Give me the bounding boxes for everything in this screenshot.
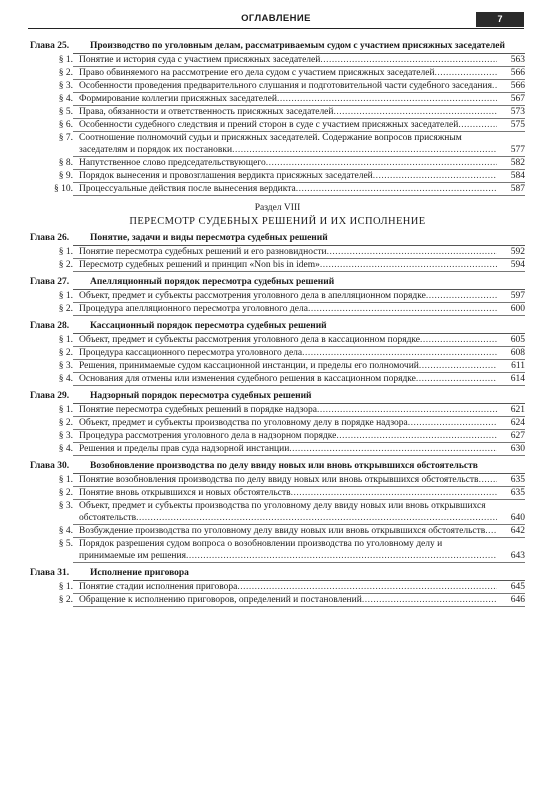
section-text-box	[73, 487, 525, 499]
section-page: 642	[497, 525, 525, 537]
section-text-box	[73, 259, 525, 271]
chapter-title: Кассационный порядок пересмотра судебных решений	[90, 321, 327, 331]
section-page: 643	[497, 550, 525, 562]
toc-entry[interactable]	[30, 417, 525, 429]
section-number: § 4.	[58, 94, 73, 104]
section-title: Процедура кассационного пересмотра уголовного дела .....	[79, 348, 302, 358]
entry-divider	[73, 385, 525, 386]
section-title: Понятие возобновления производства по делу ввиду новых или вновь открывшихся обстоятельств .....	[79, 475, 479, 485]
section-text-box	[73, 443, 525, 455]
toc-entry[interactable]	[30, 170, 525, 182]
section-page: 584	[497, 170, 525, 182]
section-page: 567	[497, 93, 525, 105]
toc-entry[interactable]	[30, 80, 525, 92]
toc-entry[interactable]	[30, 183, 525, 195]
section-title: Понятие пересмотра судебных решений и его разновидности .....	[79, 247, 327, 257]
section-page: 635	[497, 474, 525, 486]
chapter-heading[interactable]	[30, 232, 525, 244]
section-page: 640	[497, 512, 525, 524]
section-number: § 2.	[58, 348, 73, 358]
toc-entry[interactable]	[30, 347, 525, 359]
section-title: Особенности судебного следствия и прений сторон в суде с участием присяжных заседателей .....	[79, 120, 458, 130]
section-text-box	[73, 93, 525, 105]
section-text-box	[73, 157, 525, 169]
section-number: § 1.	[58, 291, 73, 301]
section-text-box	[73, 500, 525, 524]
section-text-box	[73, 246, 525, 258]
section-text-box	[73, 183, 525, 195]
section-title: Формирование коллегии присяжных заседателей .....	[79, 94, 277, 104]
chapter-title: Исполнение приговора	[90, 568, 189, 578]
section-page: 600	[497, 303, 525, 315]
section-page: 635	[497, 487, 525, 499]
entry-divider	[73, 195, 525, 196]
toc-group-a	[30, 40, 525, 196]
toc-chapter	[30, 40, 525, 196]
section-page: 645	[497, 581, 525, 593]
section-number: § 2.	[58, 488, 73, 498]
toc-entry[interactable]	[30, 303, 525, 315]
section-page: 566	[497, 67, 525, 79]
entry-divider	[73, 562, 525, 563]
section-number: § 1.	[58, 582, 73, 592]
entry-divider	[73, 271, 525, 272]
toc-entry[interactable]	[30, 404, 525, 416]
part-heading	[30, 202, 525, 228]
toc-entry[interactable]	[30, 119, 525, 131]
section-title: Права, обязанности и ответственность присяжных заседателей .....	[79, 107, 333, 117]
chapter-label: Глава 30.	[30, 461, 70, 471]
section-number: § 2.	[58, 68, 73, 78]
section-text-box	[73, 119, 525, 131]
section-number: § 9.	[58, 171, 73, 181]
toc-chapter	[30, 390, 525, 456]
part-title: ПЕРЕСМОТР СУДЕБНЫХ РЕШЕНИЙ И ИХ ИСПОЛНЕНИЕ	[129, 216, 426, 227]
section-title: Пересмотр судебных решений и принцип «Non bis in idem» .....	[79, 260, 320, 270]
section-text-box	[73, 347, 525, 359]
section-number: § 1.	[58, 405, 73, 415]
toc-entry[interactable]	[30, 538, 525, 562]
section-number: § 3.	[58, 501, 73, 511]
section-page: 624	[497, 417, 525, 429]
toc-entry[interactable]	[30, 430, 525, 442]
page-number: 7	[476, 12, 524, 27]
entry-divider	[73, 315, 525, 316]
section-page: 582	[497, 157, 525, 169]
section-text-box	[73, 404, 525, 416]
section-page: 566	[497, 80, 525, 92]
chapter-heading[interactable]	[30, 460, 525, 472]
section-number: § 8.	[58, 158, 73, 168]
chapter-label: Глава 31.	[30, 568, 70, 578]
section-title: Возбуждение производства по уголовному делу ввиду новых или вновь открывшихся обстоятельств .....	[79, 526, 485, 536]
section-title: Особенности проведения предварительного слушания и подготовительной части судебного заседания .....	[79, 81, 492, 91]
section-title: Право обвиняемого на рассмотрение его дела судом с участием присяжных заседателей .....	[79, 68, 435, 78]
section-page: 563	[497, 54, 525, 66]
toc-entry[interactable]	[30, 373, 525, 385]
section-page: 594	[497, 259, 525, 271]
toc-entry[interactable]	[30, 246, 525, 258]
section-number: § 1.	[58, 335, 73, 345]
section-title: Объект, предмет и субъекты производства по уголовному делу в порядке надзора .....	[79, 418, 408, 428]
section-title: Объект, предмет и субъекты рассмотрения уголовного дела в апелляционном порядке .....	[79, 291, 426, 301]
chapter-label: Глава 25.	[30, 41, 70, 51]
chapter-title: Производство по уголовным делам, рассматриваемым судом с участием присяжных заседателей	[90, 41, 505, 51]
section-title: Решения и пределы прав суда надзорной инстанции .....	[79, 444, 289, 454]
section-text-box	[73, 373, 525, 385]
section-number: § 2.	[58, 260, 73, 270]
toc-entry[interactable]	[30, 67, 525, 79]
toc-entry[interactable]	[30, 487, 525, 499]
chapter-label: Глава 26.	[30, 233, 70, 243]
section-title: Напутственное слово председательствующего .....	[79, 158, 266, 168]
chapter-heading[interactable]	[30, 276, 525, 288]
toc-entry[interactable]	[30, 474, 525, 486]
chapter-heading[interactable]	[30, 567, 525, 579]
section-text-box	[73, 54, 525, 66]
section-page: 630	[497, 443, 525, 455]
section-text-box	[73, 334, 525, 346]
section-title: Обращение к исполнению приговоров, определений и постановлений .....	[79, 595, 362, 605]
toc-chapter	[30, 567, 525, 607]
entry-divider	[73, 455, 525, 456]
toc-entry[interactable]	[30, 106, 525, 118]
chapter-heading[interactable]	[30, 40, 525, 52]
section-title: Соотношение полномочий судьи и присяжных заседателей. Содержание вопросов присяжным заседателям и порядок их постановки .....	[79, 133, 462, 155]
section-number: § 3.	[58, 361, 73, 371]
chapter-title: Понятие, задачи и виды пересмотра судебных решений	[90, 233, 328, 243]
page-header	[28, 14, 524, 29]
section-number: § 4.	[58, 526, 73, 536]
section-text-box	[73, 67, 525, 79]
section-number: § 2.	[58, 304, 73, 314]
section-text-box	[73, 106, 525, 118]
section-text-box	[73, 360, 525, 372]
toc-entry[interactable]	[30, 132, 525, 156]
section-number: § 1.	[58, 55, 73, 65]
section-page: 592	[497, 246, 525, 258]
chapter-label: Глава 29.	[30, 391, 70, 401]
toc-entry[interactable]	[30, 54, 525, 66]
toc-entry[interactable]	[30, 581, 525, 593]
section-number: § 2.	[58, 418, 73, 428]
section-text-box	[73, 132, 525, 156]
toc-entry[interactable]	[30, 443, 525, 455]
chapter-heading[interactable]	[30, 390, 525, 402]
toc-entry[interactable]	[30, 525, 525, 537]
toc-entry[interactable]	[30, 334, 525, 346]
chapter-title: Апелляционный порядок пересмотра судебных решений	[90, 277, 335, 287]
section-text-box	[73, 594, 525, 606]
toc-chapter	[30, 232, 525, 272]
section-text-box	[73, 538, 525, 562]
section-title: Основания для отмены или изменения судебного решения в кассационном порядке .....	[79, 374, 416, 384]
section-number: § 3.	[58, 431, 73, 441]
section-number: § 1.	[58, 247, 73, 257]
section-text-box	[73, 581, 525, 593]
chapter-heading[interactable]	[30, 320, 525, 332]
section-title: Процессуальные действия после вынесения вердикта .....	[79, 184, 296, 194]
section-title: Порядок вынесения и провозглашения вердикта присяжных заседателей .....	[79, 171, 373, 181]
section-text-box	[73, 417, 525, 429]
section-text-box	[73, 474, 525, 486]
section-number: § 5.	[58, 107, 73, 117]
section-number: § 4.	[58, 444, 73, 454]
section-title: Процедура рассмотрения уголовного дела в надзорном порядке .....	[79, 431, 336, 441]
section-text-box	[73, 290, 525, 302]
toc-entry[interactable]	[30, 259, 525, 271]
section-page: 605	[497, 334, 525, 346]
toc-chapter	[30, 276, 525, 316]
chapter-label: Глава 28.	[30, 321, 70, 331]
section-title: Объект, предмет и субъекты производства по уголовному делу ввиду новых или вновь открывшихся обстоятельств .....	[79, 501, 486, 523]
section-title: Процедура апелляционного пересмотра уголовного дела .....	[79, 304, 308, 314]
section-page: 587	[497, 183, 525, 195]
section-title: Объект, предмет и субъекты рассмотрения уголовного дела в кассационном порядке .....	[79, 335, 420, 345]
section-title: Понятие стадии исполнения приговора .....	[79, 582, 237, 592]
section-number: § 5.	[58, 539, 73, 549]
section-page: 627	[497, 430, 525, 442]
toc-entry[interactable]	[30, 157, 525, 169]
section-number: § 4.	[58, 374, 73, 384]
section-page: 646	[497, 594, 525, 606]
section-page: 573	[497, 106, 525, 118]
section-title: Понятие и история суда с участием присяжных заседателей .....	[79, 55, 320, 65]
section-title: Порядок разрешения судом вопроса о возобновлении производства по уголовному делу и принимаемые им решения .....	[79, 539, 442, 561]
section-page: 577	[497, 144, 525, 156]
section-number: § 6.	[58, 120, 73, 130]
entry-divider	[73, 606, 525, 607]
toc-chapter	[30, 460, 525, 563]
section-text-box	[73, 303, 525, 315]
part-label: Раздел VIII	[254, 203, 301, 213]
toc-entry[interactable]	[30, 290, 525, 302]
running-title: ОГЛАВЛЕНИЕ	[241, 13, 311, 24]
toc-entry[interactable]	[30, 500, 525, 524]
section-number: § 1.	[58, 475, 73, 485]
section-text-box	[73, 525, 525, 537]
toc-entry[interactable]	[30, 93, 525, 105]
section-page: 621	[497, 404, 525, 416]
section-page: 608	[497, 347, 525, 359]
section-page: 611	[497, 360, 525, 372]
section-number: § 2.	[58, 595, 73, 605]
section-number: § 10.	[54, 184, 73, 194]
toc-chapter	[30, 320, 525, 386]
section-number: § 3.	[58, 81, 73, 91]
section-text-box	[73, 430, 525, 442]
section-text-box	[73, 80, 525, 92]
section-number: § 7.	[58, 133, 73, 143]
section-title: Понятие пересмотра судебных решений в порядке надзора .....	[79, 405, 317, 415]
toc-entry[interactable]	[30, 360, 525, 372]
section-text-box	[73, 170, 525, 182]
toc-entry[interactable]	[30, 594, 525, 606]
section-title: Решения, принимаемые судом кассационной инстанции, и пределы его полномочий .....	[79, 361, 419, 371]
section-title: Понятие вновь открывшихся и новых обстоятельств .....	[79, 488, 291, 498]
chapter-title: Надзорный порядок пересмотра судебных решений	[90, 391, 312, 401]
table-of-contents	[30, 40, 525, 611]
chapter-label: Глава 27.	[30, 277, 70, 287]
section-page: 597	[497, 290, 525, 302]
section-page: 575	[497, 119, 525, 131]
chapter-title: Возобновление производства по делу ввиду новых или вновь открывшихся обстоятельств	[90, 461, 478, 471]
toc-group-b	[30, 232, 525, 607]
section-page: 614	[497, 373, 525, 385]
